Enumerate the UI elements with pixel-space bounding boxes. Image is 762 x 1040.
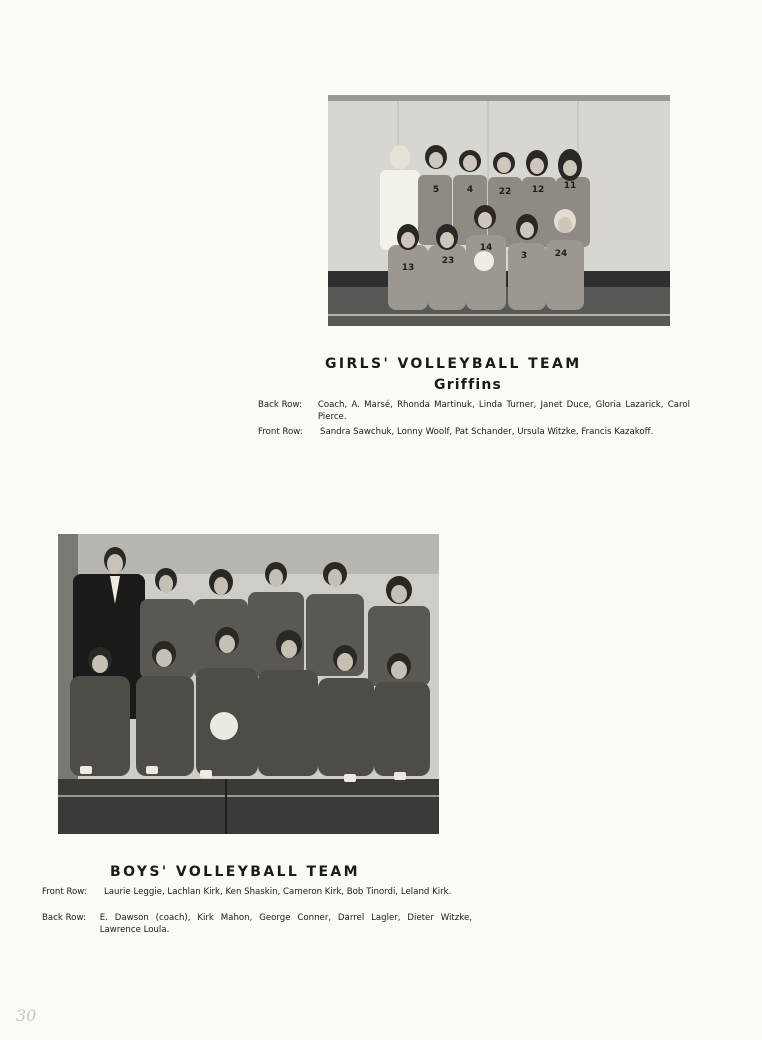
girls-back-row-caption xyxy=(258,400,690,423)
jersey-number: 22 xyxy=(498,187,512,197)
jersey-number: 14 xyxy=(479,243,493,253)
row-names: Coach, A. Marsé, Rhonda Martinuk, Linda Turner, Janet Duce, Gloria Lazarick, Carol Pierce. xyxy=(317,400,690,422)
jersey-number: 3 xyxy=(520,251,528,261)
jersey-number: 24 xyxy=(554,249,568,259)
row-names: Laurie Leggie, Lachlan Kirk, Ken Shaskin, Cameron Kirk, Bob Tinordi, Leland Kirk. xyxy=(104,887,452,897)
jersey-number: 11 xyxy=(563,181,577,191)
jersey-number: 12 xyxy=(531,185,545,195)
boys-front-row-caption xyxy=(42,887,472,899)
boys-team-photo xyxy=(58,534,439,834)
jersey-number: 4 xyxy=(466,185,474,195)
jersey-number: 23 xyxy=(441,256,455,266)
girls-team-photo xyxy=(328,95,670,326)
row-names: E. Dawson (coach), Kirk Mahon, George Conner, Darrel Lagler, Dieter Witzke, Lawrence Loula. xyxy=(99,913,472,935)
boys-team-title: BOYS' VOLLEYBALL TEAM xyxy=(110,864,360,880)
row-label: Back Row: xyxy=(258,400,302,410)
girls-team-subtitle: Griffins xyxy=(434,377,503,393)
row-label: Back Row: xyxy=(42,913,86,923)
girls-front-row-caption xyxy=(258,427,708,439)
jersey-number: 5 xyxy=(432,185,440,195)
row-label: Front Row: xyxy=(42,887,87,897)
row-names: Sandra Sawchuk, Lonny Woolf, Pat Schander, Ursula Witzke, Francis Kazakoff. xyxy=(320,427,654,437)
jersey-number: 13 xyxy=(401,263,415,273)
boys-back-row-caption xyxy=(42,913,472,936)
row-label: Front Row: xyxy=(258,427,303,437)
page-number: 30 xyxy=(16,1006,37,1025)
girls-team-title: GIRLS' VOLLEYBALL TEAM xyxy=(325,356,582,372)
